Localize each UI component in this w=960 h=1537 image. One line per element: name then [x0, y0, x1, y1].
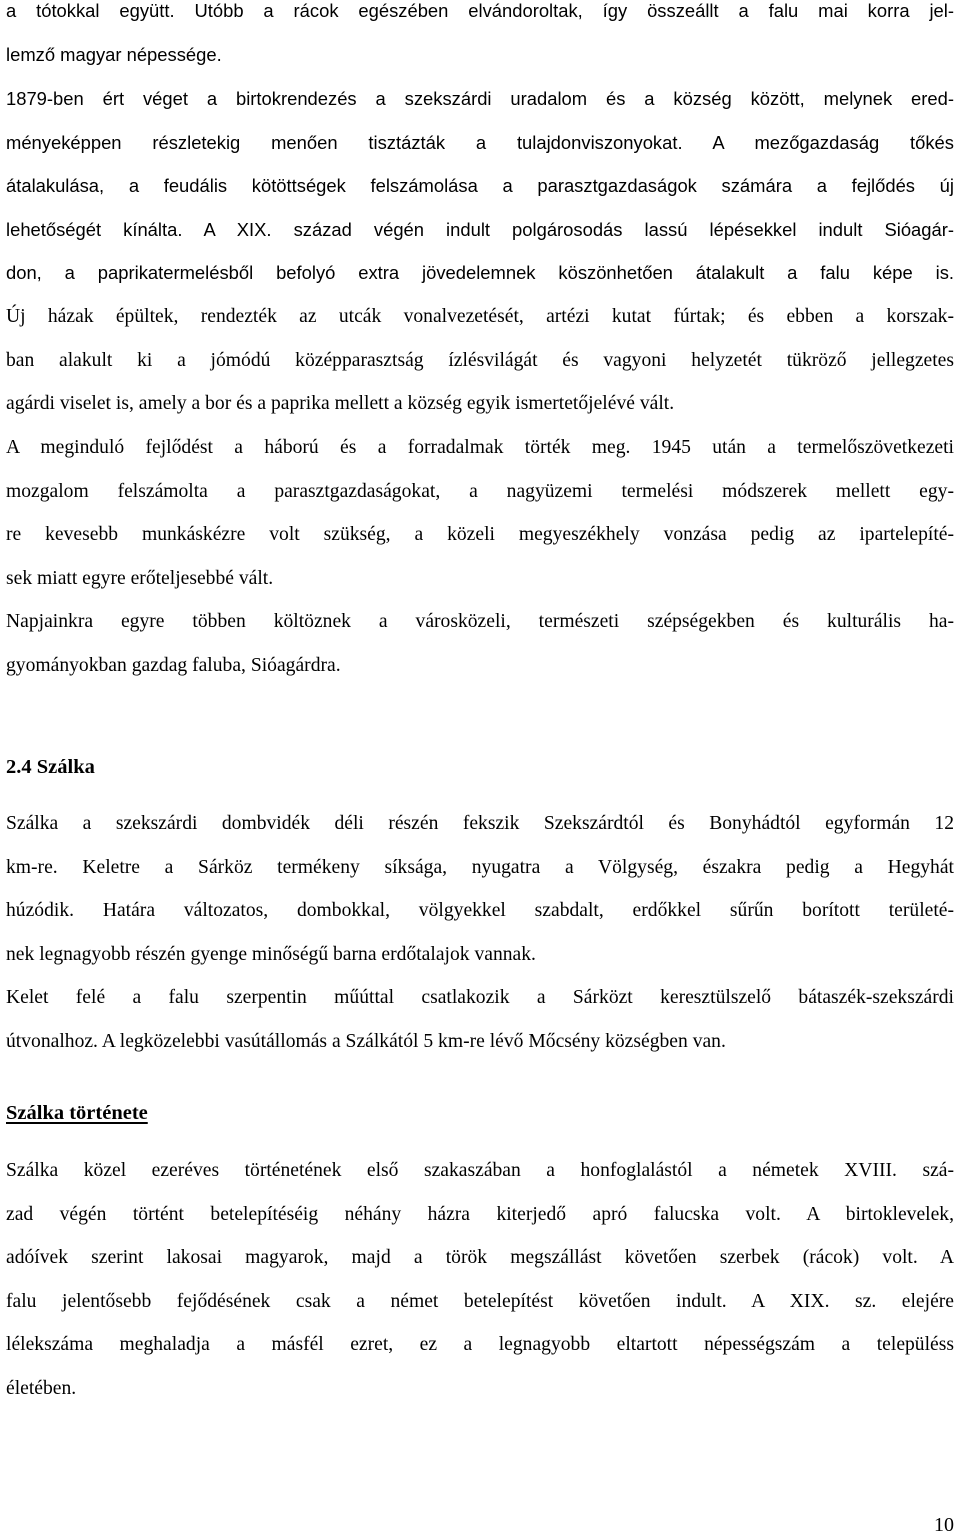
text-line: nek legnagyobb részén gyenge minőségű barna erdőtalajok vannak.: [6, 943, 536, 965]
paragraph-continuation: [6, 0, 954, 76]
text-line: agárdi viselet is, amely a bor és a paprika mellett a község egyik ismertetőjelévé vált.: [6, 393, 675, 415]
paragraph-present-day: [6, 600, 954, 687]
text-line: Szálka közel ezeréves történetének első szakaszában a honfoglalástól a németek XVIII. szá-: [6, 1160, 954, 1181]
text-line: lehetőségét kínálta. A XIX. század végén indult polgárosodás lassú lépésekkel indult Sióagár-: [6, 218, 954, 240]
text-line: 1879-ben ért véget a birtokrendezés a szekszárdi uradalom és a község között, melynek ered-: [6, 88, 954, 109]
text-line: adóívek szerint lakosai magyarok, majd a török megszállást követően szerbek (rácok) volt. A: [6, 1247, 954, 1269]
paragraph-war-and-cooperatives: [6, 426, 954, 600]
text-line: km-re. Keletre a Sárköz termékeny síksága, nyugatra a Völgység, északra pedig a Hegyhát: [6, 856, 954, 878]
text-line: Szálka a szekszárdi dombvidék déli részén fekszik Szekszárdtól és Bonyhádtól egyformán 12: [6, 813, 954, 834]
text-line: zad végén történt betelepítéséig néhány házra kiterjedő apró falucska volt. A birtoklevelek,: [6, 1203, 954, 1225]
text-line: a tótokkal együtt. Utóbb a rácok egészében elvándoroltak, így összeállt a falu mai korra jel-: [6, 0, 954, 21]
paragraph-szalka-transport: [6, 976, 954, 1063]
text-line: ban alakult ki a jómódú középparasztság ízlésvilágát és vagyoni helyzetét tükröző jellegzetes: [6, 349, 954, 371]
text-line: átalakulása, a feudális kötöttségek felszámolása a parasztgazdaságok számára a fejlődés új: [6, 175, 954, 197]
text-line: Napjainkra egyre többen költöznek a városközeli, természeti szépségekben és kulturális ha-: [6, 611, 954, 632]
text-line: Kelet felé a falu szerpentin műúttal csatlakozik a Sárközt keresztülszelő bátaszék-szekszárdi: [6, 987, 954, 1008]
section-heading: 2.4 Szálka: [6, 756, 95, 778]
text-line: falu jelentősebb fejődésének csak a német betelepítést követően indult. A XIX. sz. elejére: [6, 1290, 954, 1312]
text-line: sek miatt egyre erőteljesebbé vált.: [6, 567, 274, 589]
page-number: 10: [934, 1514, 954, 1536]
subheading-history: Szálka története: [6, 1102, 148, 1124]
paragraph-szalka-geography: [6, 802, 954, 976]
text-line: Új házak épültek, rendezték az utcák vonalvezetését, artézi kutat fúrtak; és ebben a korszak-: [6, 305, 954, 327]
text-line: don, a paprikatermelésből befolyó extra jövedelemnek köszönhetően átalakult a falu képe is.: [6, 262, 954, 284]
text-line: re kevesebb munkáskézre volt szükség, a közeli megyeszékhely vonzása pedig az ipartelepíté-: [6, 524, 954, 546]
text-line: lélekszáma meghaladja a másfél ezret, ez a legnagyobb eltartott népességszám a településs: [6, 1334, 954, 1356]
text-line: húzódik. Határa változatos, dombokkal, völgyekkel szabdalt, erdőkkel sűrűn borított területé-: [6, 900, 954, 922]
text-line: ményeképpen részletekig menően tisztázták a tulajdonviszonyokat. A mezőgazdaság tőkés: [6, 131, 954, 153]
text-line: A meginduló fejlődést a háború és a forradalmak törték meg. 1945 után a termelőszövetkezeti: [6, 437, 954, 458]
paragraph-land-settlement: [6, 77, 954, 426]
text-line: lemző magyar népessége.: [6, 43, 222, 65]
paragraph-szalka-history: [6, 1149, 954, 1411]
text-line: gyományokban gazdag faluba, Sióagárdra.: [6, 654, 341, 676]
text-line: életében.: [6, 1377, 77, 1399]
text-line: útvonalhoz. A legközelebbi vasútállomás a Szálkától 5 km-re lévő Mőcsény községben van.: [6, 1030, 726, 1052]
text-line: mozgalom felszámolta a parasztgazdaságokat, a nagyüzemi termelési módszerek mellett egy-: [6, 480, 954, 502]
